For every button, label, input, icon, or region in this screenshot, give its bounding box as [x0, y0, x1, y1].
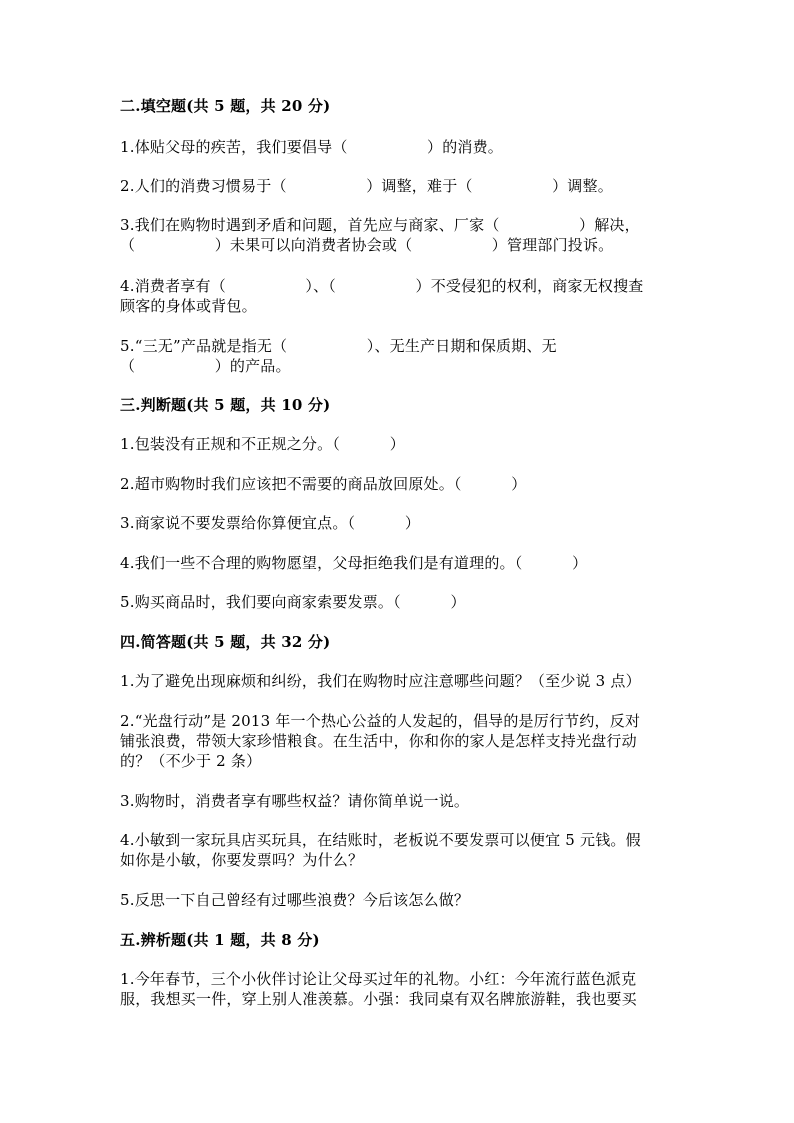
question-text: （ ）未果可以向消费者协会或（ ）管理部门投诉。 — [120, 236, 614, 254]
question-text: 1.为了避免出现麻烦和纠纷，我们在购物时应注意哪些问题？（至少说 3 点） — [120, 672, 641, 690]
section-heading-true-false: 三.判断题(共 5 题，共 10 分) — [120, 396, 331, 414]
question-text: 顾客的身体或背包。 — [120, 297, 257, 315]
question-text: 1.包装没有正规和不正规之分。（ ） — [120, 435, 405, 453]
question-text: 5.反思一下自己曾经有过哪些浪费？今后该怎么做？ — [120, 891, 470, 909]
question-text: 1.体贴父母的疾苦，我们要倡导（ ）的消费。 — [120, 138, 504, 156]
question-text: 4.消费者享有（ ）、（ ）不受侵犯的权利，商家无权搜查 — [120, 277, 644, 295]
question-text: 1.今年春节，三个小伙伴讨论让父母买过年的礼物。小红：今年流行蓝色派克 — [120, 970, 637, 988]
question-text: 服，我想买一件，穿上别人准羡慕。小强：我同桌有双名牌旅游鞋，我也要买 — [120, 990, 637, 1008]
question-text: 5.购买商品时，我们要向商家索要发票。（ ） — [120, 593, 466, 611]
question-text: 2.超市购物时我们应该把不需要的商品放回原处。（ ） — [120, 475, 527, 493]
section-heading-analysis: 五.辨析题(共 1 题，共 8 分) — [120, 931, 320, 949]
question-text: （ ）的产品。 — [120, 357, 291, 375]
question-text: 铺张浪费，带领大家珍惜粮食。在生活中，你和你的家人是怎样支持光盘行动 — [120, 732, 637, 750]
question-text: 3.购物时，消费者享有哪些权益？请你简单说一说。 — [120, 792, 470, 810]
question-text: 3.商家说不要发票给你算便宜点。（ ） — [120, 514, 421, 532]
question-text: 4.小敏到一家玩具店买玩具，在结账时，老板说不要发票可以便宜 5 元钱。假 — [120, 831, 641, 849]
section-heading-short-answer: 四.简答题(共 5 题，共 32 分) — [120, 633, 331, 651]
question-text: 3.我们在购物时遇到矛盾和问题，首先应与商家、厂家（ ）解决， — [120, 216, 640, 234]
question-text: 的？（不少于 2 条） — [120, 752, 262, 770]
question-text: 2.人们的消费习惯易于（ ）调整，难于（ ）调整。 — [120, 177, 613, 195]
question-text: 2.“光盘行动”是 2013 年一个热心公益的人发起的，倡导的是厉行节约，反对 — [120, 712, 641, 730]
question-text: 4.我们一些不合理的购物愿望，父母拒绝我们是有道理的。（ ） — [120, 554, 588, 572]
section-heading-fill-blank: 二.填空题(共 5 题，共 20 分) — [120, 97, 331, 115]
question-text: 5.“三无”产品就是指无（ ）、无生产日期和保质期、无 — [120, 337, 557, 355]
question-text: 如你是小敏，你要发票吗？为什么？ — [120, 851, 364, 869]
